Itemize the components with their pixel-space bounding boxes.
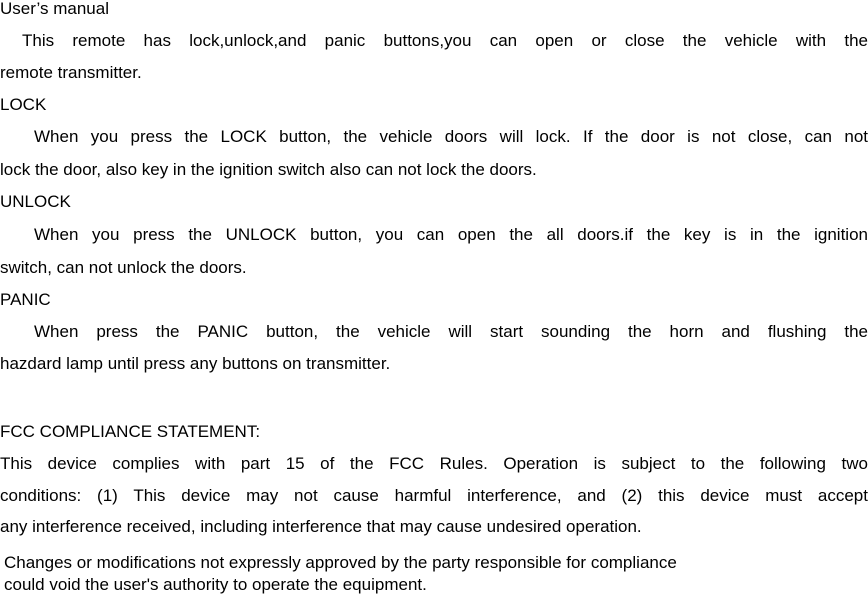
notice-line-2: could void the user's authority to operate the equipment. — [4, 575, 427, 594]
panic-line-2: hazdard lamp until press any buttons on transmitter. — [0, 354, 391, 373]
panic-section-title: PANIC — [0, 290, 51, 309]
document-header: User’s manual — [0, 0, 109, 18]
intro-line-2: remote transmitter. — [0, 63, 142, 82]
lock-line-1: When you press the LOCK button, the vehicle doors will lock. If the door is not close, can not — [34, 127, 868, 146]
panic-line-1: When press the PANIC button, the vehicle will start sounding the horn and flushing the — [34, 322, 868, 341]
unlock-line-1: When you press the UNLOCK button, you can open the all doors.if the key is in the ignition — [34, 225, 868, 244]
unlock-line-2: switch, can not unlock the doors. — [0, 258, 247, 277]
fcc-title: FCC COMPLIANCE STATEMENT: — [0, 422, 261, 441]
intro-line-1: This remote has lock,unlock,and panic buttons,you can open or close the vehicle with the — [22, 31, 868, 50]
fcc-line-1: This device complies with part 15 of the FCC Rules. Operation is subject to the following two — [0, 454, 868, 473]
fcc-line-3: any interference received, including interference that may cause undesired operation. — [0, 517, 642, 536]
notice-line-1: Changes or modifications not expressly approved by the party responsible for compliance — [4, 553, 677, 572]
lock-section-title: LOCK — [0, 95, 47, 114]
unlock-section-title: UNLOCK — [0, 192, 71, 211]
fcc-line-2: conditions: (1) This device may not cause harmful interference, and (2) this device must accept — [0, 486, 868, 505]
lock-line-2: lock the door, also key in the ignition switch also can not lock the doors. — [0, 160, 537, 179]
